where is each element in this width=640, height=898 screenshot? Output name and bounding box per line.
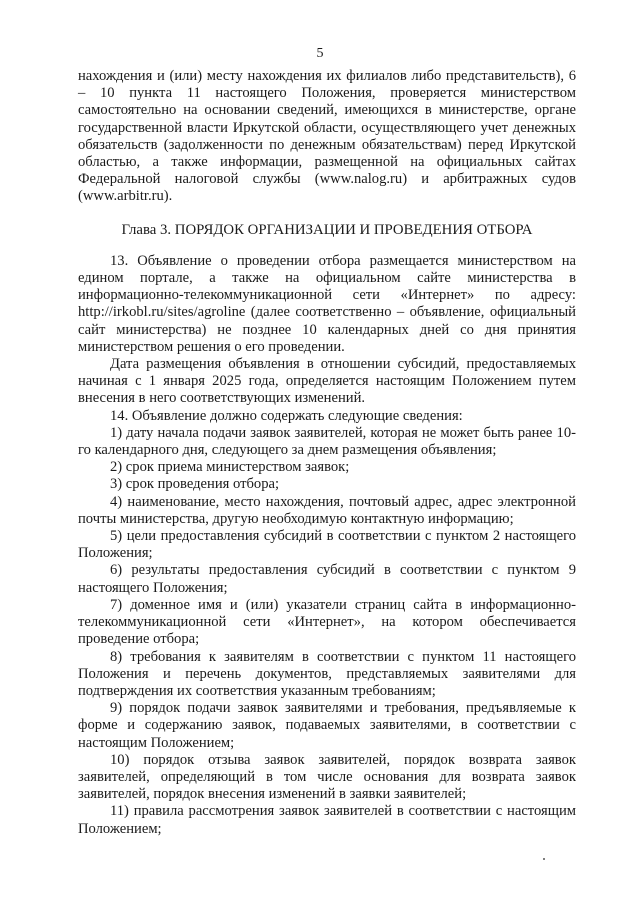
list-item-11: 11) правила рассмотрения заявок заявителей в соответствии с настоящим Положением; (78, 803, 576, 837)
list-item-3: 3) срок проведения отбора; (110, 476, 280, 493)
scan-speck (543, 858, 545, 860)
page-number: 5 (316, 46, 324, 61)
list-item-4: 4) наименование, место нахождения, почтовый адрес, адрес электронной почты министерства, другую необходимую контактную информацию; (78, 493, 576, 527)
list-item-1: 1) дату начала подачи заявок заявителей, которая не может быть ранее 10-го календарного дня, следующего за днем размещения объявления; (78, 424, 576, 459)
paragraph-14: 14. Объявление должно содержать следующие сведения: (110, 407, 463, 424)
list-item-5: 5) цели предоставления субсидий в соответствии с пунктом 2 настоящего Положения; (78, 528, 576, 562)
paragraph-date-placement: Дата размещения объявления в отношении субсидий, предоставляемых начиная с 1 января 2025 года, определяется настоящим Положением путем внесения в него соответствующих изменений. (78, 356, 576, 407)
list-item-9: 9) порядок подачи заявок заявителями и требования, предъявляемые к форме и содержанию заявок, подаваемых заявителями, в соответствии с настоящим Положением; (78, 700, 576, 751)
paragraph-continuation: нахождения и (или) месту нахождения их филиалов либо представительств), 6 – 10 пункта 11 настоящего Положения, проверяется министерством самостоятельно на основании сведений, имеющихся в министерстве, органе государственной власти Иркутской области, осуществляющего учет денежных обязательств (задолженности по денежным обязательствам) перед Иркутской областью, а также информации, размещенной на официальных сайтах Федеральной налоговой службы (www.nalog.ru) и арбитражных судов (www.arbitr.ru). (78, 68, 576, 205)
list-item-10: 10) порядок отзыва заявок заявителей, порядок возврата заявок заявителей, определяющий в том числе основания для возврата заявок заявителей, порядок внесения изменений в заявки заявителей; (78, 751, 576, 803)
document-body (78, 68, 576, 838)
list-item-6: 6) результаты предоставления субсидий в соответствии с пунктом 9 настоящего Положения; (78, 562, 576, 596)
list-item-2: 2) срок приема министерством заявок; (110, 459, 350, 476)
list-item-7: 7) доменное имя и (или) указатели страниц сайта в информационно-телекоммуникационной сети «Интернет», на котором обеспечивается проведение отбора; (78, 596, 576, 648)
paragraph-13: 13. Объявление о проведении отбора размещается министерством на едином портале, а также на официальном сайте министерства в информационно-телекоммуникационной сети «Интернет» по адресу: http://irkobl.ru/sites/agroline (далее соответственно – объявление, официальный сайт министерства) не позднее 10 календарных дней со дня принятия министерством решения о его проведении. (78, 252, 576, 355)
list-item-8: 8) требования к заявителям в соответствии с пунктом 11 настоящего Положения и перечень документов, представляемых заявителями для подтверждения их соответствия указанным требованиям; (78, 648, 576, 699)
chapter-title: Глава 3. ПОРЯДОК ОРГАНИЗАЦИИ И ПРОВЕДЕНИЯ ОТБОРА (121, 221, 533, 238)
